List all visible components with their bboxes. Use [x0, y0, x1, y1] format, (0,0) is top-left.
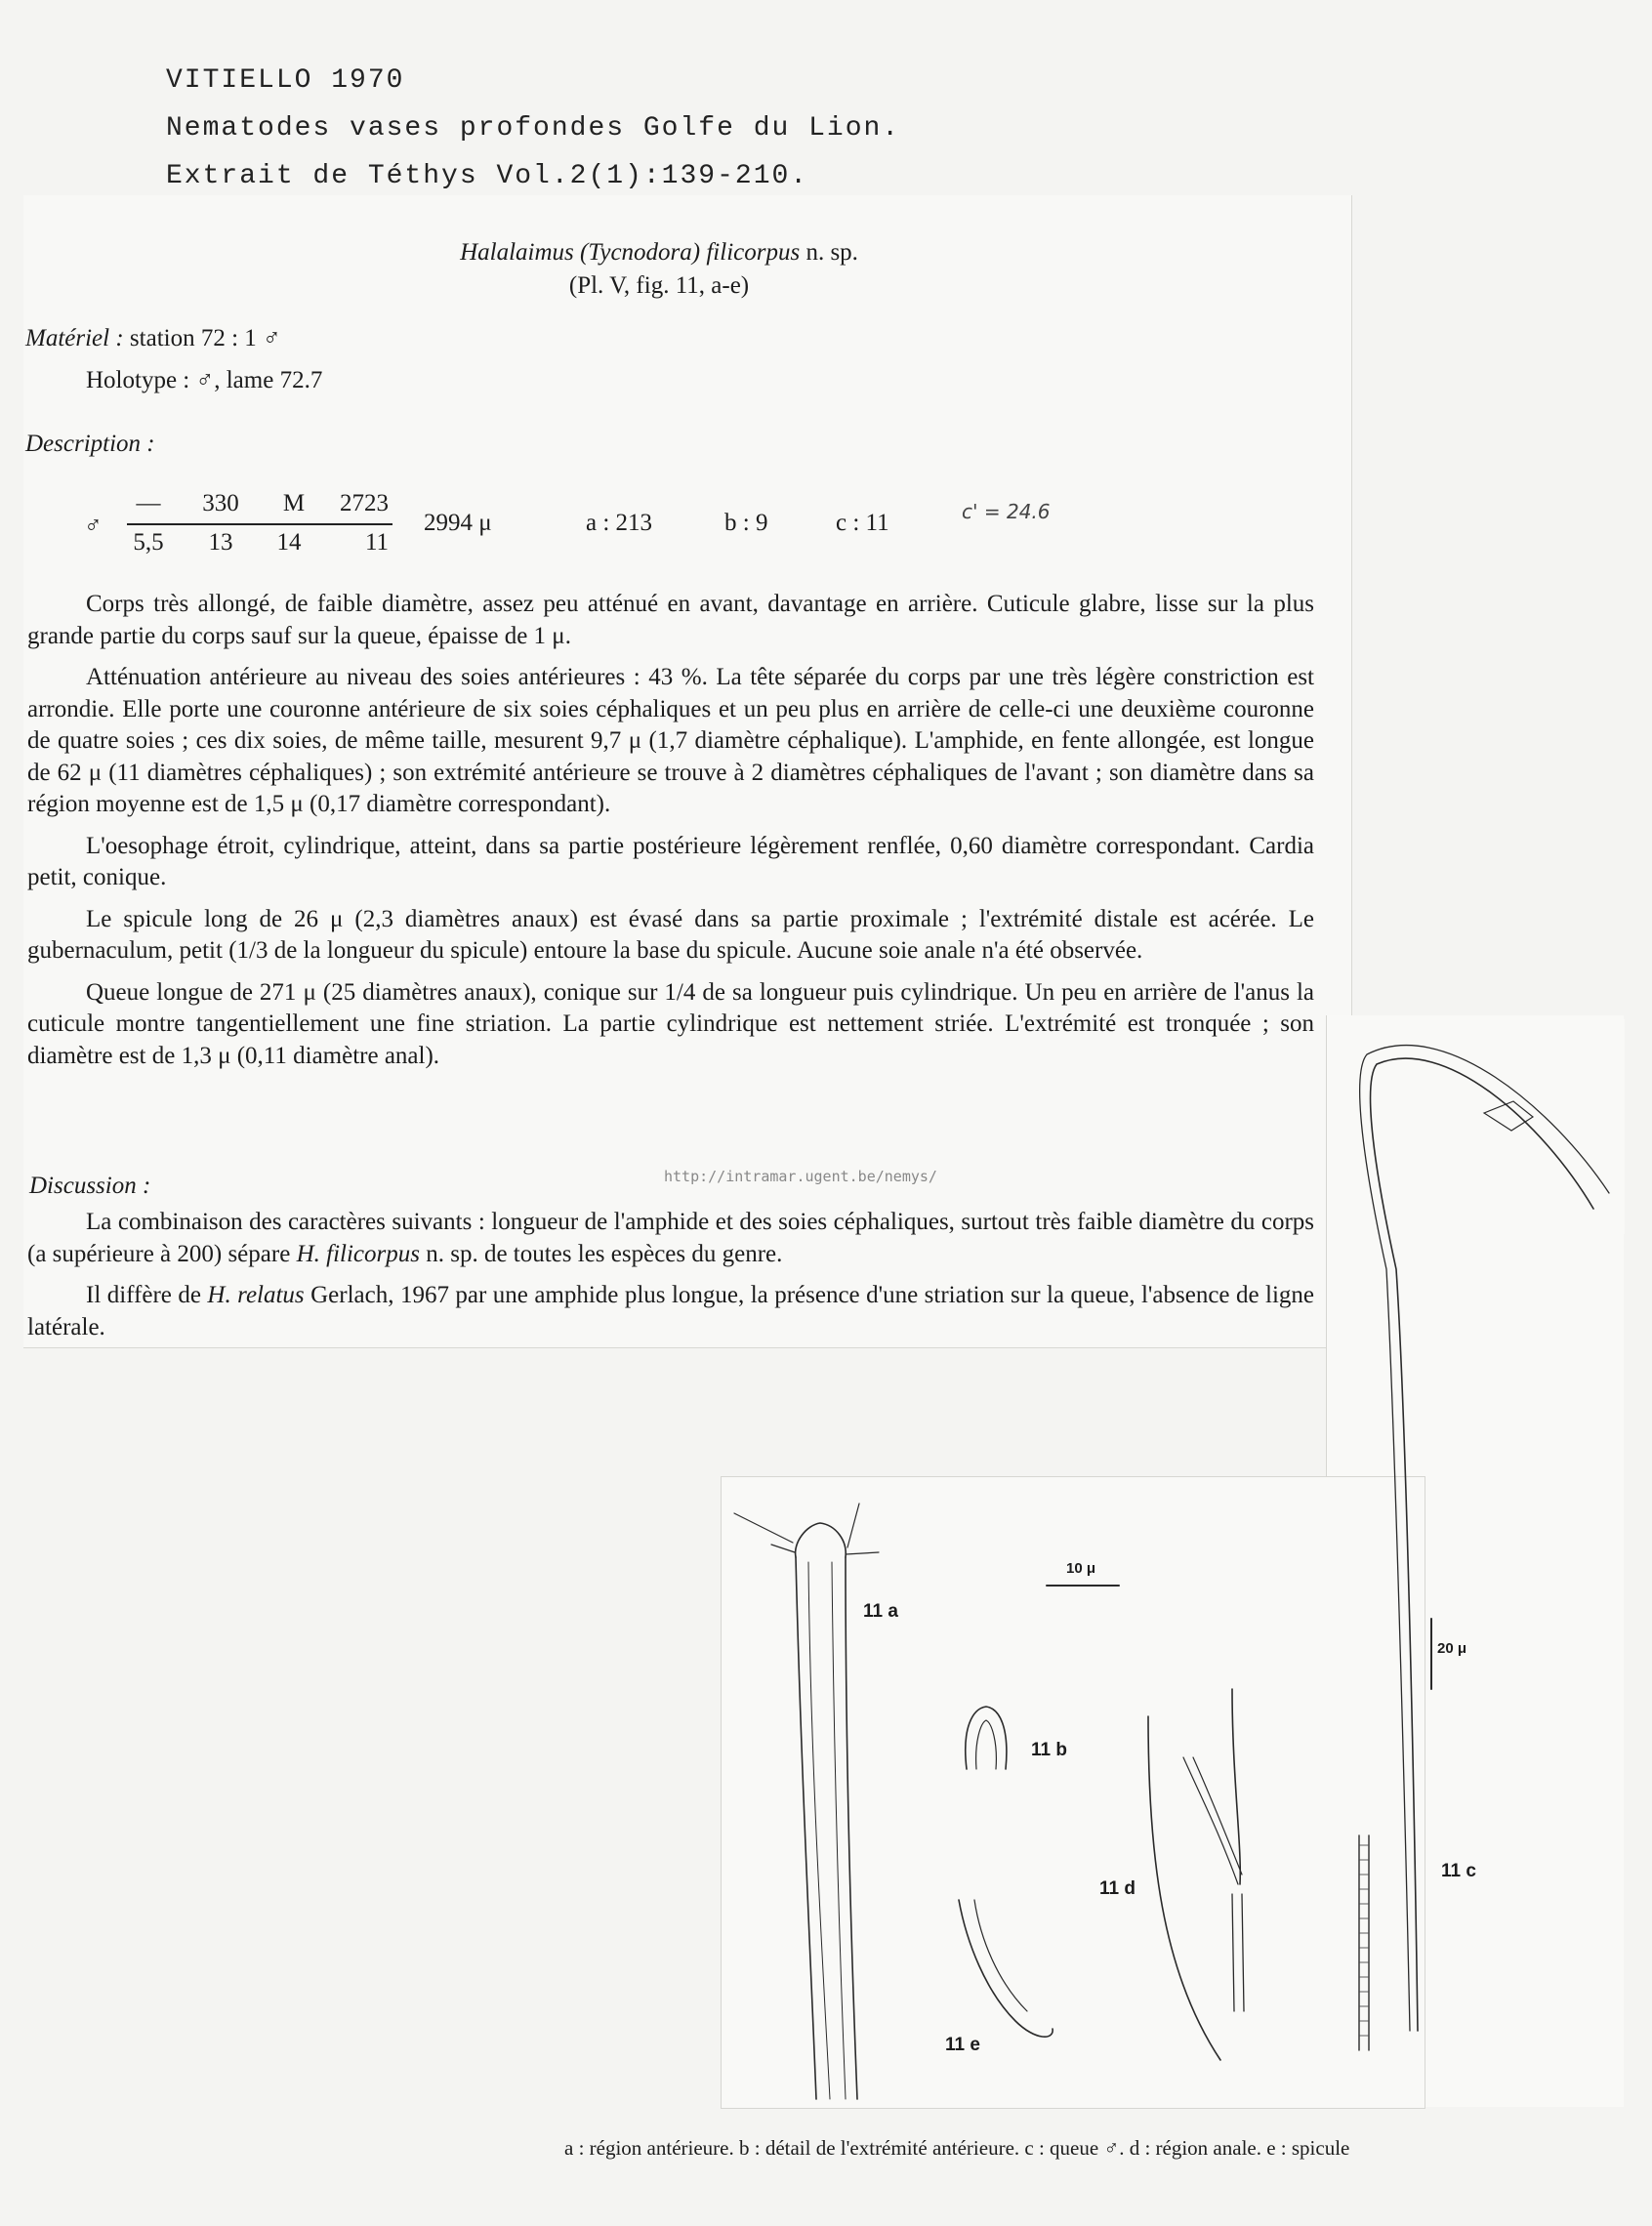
drawing-11a-anterior [734, 1504, 879, 2099]
formula-bottom-1: 5,5 [133, 529, 164, 556]
materiel-value: station 72 : 1 ♂ [123, 325, 281, 351]
formula-top-4: 2723 [340, 490, 389, 516]
formula-sex-symbol: ♂ [84, 513, 103, 539]
figure-label-11c: 11 c [1441, 1861, 1476, 1881]
header-line-1: VITIELLO 1970 [166, 65, 405, 96]
figure-label-11a: 11 a [863, 1601, 898, 1622]
formula-bottom-3: 14 [276, 529, 302, 556]
header-line-2: Nematodes vases profondes Golfe du Lion. [166, 113, 901, 144]
formula-bottom-4: 11 [364, 529, 390, 556]
discussion-p1-end: n. sp. de toutes les espèces du genre. [419, 1240, 783, 1267]
discussion-p1-start: La combinaison des caractères suivants : longueur de l'amphide et des soies céphaliques, surtout très faible diamètre du corps (a supérieure à 200) sépare [27, 1209, 1314, 1267]
formula-bottom-2: 13 [208, 529, 233, 556]
drawing-11c-tail [1359, 1046, 1609, 2050]
discussion-p2-start: Il diffère de [86, 1282, 208, 1308]
discussion-label: Discussion : [29, 1173, 151, 1199]
drawing-11e-spicule [959, 1900, 1053, 2037]
ratio-b: b : 9 [724, 510, 768, 536]
formula-top-1: — [136, 490, 161, 516]
discussion-p1-species: H. filicorpus [296, 1240, 420, 1267]
watermark-url: http://intramar.ugent.be/nemys/ [664, 1168, 937, 1185]
paragraph-spicule: Le spicule long de 26 μ (2,3 diamètres anaux) est évasé dans sa partie proximale ; l'extrémité distale est acérée. Le gubernaculum, petit (1/3 de la longueur du spicule) entoure la base du spicule. Aucune soie anale n'a été observée. [27, 905, 1314, 964]
header-line-3: Extrait de Téthys Vol.2(1):139-210. [166, 161, 809, 191]
ratio-a: a : 213 [586, 510, 653, 536]
species-name: Halalaimus (Tycnodora) filicorpus [460, 239, 801, 266]
ratio-c: c : 11 [836, 510, 889, 536]
description-label: Description : [25, 431, 155, 457]
discussion-p2-species: H. relatus [207, 1282, 305, 1308]
materiel-label: Matériel : [25, 325, 124, 351]
paragraph-body: Corps très allongé, de faible diamètre, assez peu atténué en avant, davantage en arrière. Cuticule glabre, lisse sur la plus grande partie du corps sauf sur la queue, épaisse de 1 μ. [27, 591, 1314, 649]
plate-reference: (Pl. V, fig. 11, a-e) [568, 272, 750, 299]
figure-caption: a : région antérieure. b : détail de l'extrémité antérieure. c : queue ♂. d : région anale. e : spicule [564, 2136, 1350, 2160]
discussion-p2-end: Gerlach, 1967 par une amphide plus longue, la présence d'une striation sur la queue, l'absence de ligne latérale. [27, 1282, 1314, 1340]
holotype-line: Holotype : ♂, lame 72.7 [86, 367, 323, 393]
formula-top-2: 330 [202, 490, 239, 516]
drawing-11d-anal [1148, 1689, 1244, 2060]
figure-label-11e: 11 e [945, 2035, 980, 2055]
figure-label-11b: 11 b [1031, 1740, 1067, 1760]
figure-label-11d: 11 d [1099, 1878, 1136, 1899]
paragraph-head: Atténuation antérieure au niveau des soies antérieures : 43 %. La tête séparée du corps par une très légère constriction est arrondie. Elle porte une couronne antérieure de six soies céphaliques et un peu plus en arrière de celle-ci une deuxième couronne de quatre soies ; ces dix soies, de même taille, mesurent 9,7 μ (1,7 diamètre céphalique). L'amphide, en fente allongée, est longue de 62 μ (11 diamètres céphaliques) ; son extrémité antérieure se trouve à 2 diamètres céphaliques de l'avant ; son diamètre dans sa région moyenne est de 1,5 μ (0,17 diamètre correspondant). [27, 664, 1314, 817]
species-suffix: n. sp. [800, 239, 858, 266]
drawing-11b-head [966, 1707, 1007, 1769]
scale-label-20: 20 μ [1437, 1640, 1467, 1657]
handwritten-ratio: c' = 24.6 [962, 500, 1051, 523]
paragraph-oesophagus: L'oesophage étroit, cylindrique, atteint, dans sa partie postérieure légèrement renflée, 0,60 diamètre correspondant. Cardia petit, conique. [27, 832, 1314, 890]
paragraph-tail: Queue longue de 271 μ (25 diamètres anaux), conique sur 1/4 de sa longueur puis cylindrique. Un peu en arrière de l'anus la cuticule montre tangentiellement une fine striation. La partie cylindrique est nettement striée. L'extrémité est tronquée ; son diamètre est de 1,3 μ (0,11 diamètre anal). [27, 978, 1314, 1069]
formula-top-3: M [282, 490, 306, 516]
formula-total: 2994 μ [424, 510, 492, 536]
scale-label-10: 10 μ [1066, 1560, 1096, 1577]
